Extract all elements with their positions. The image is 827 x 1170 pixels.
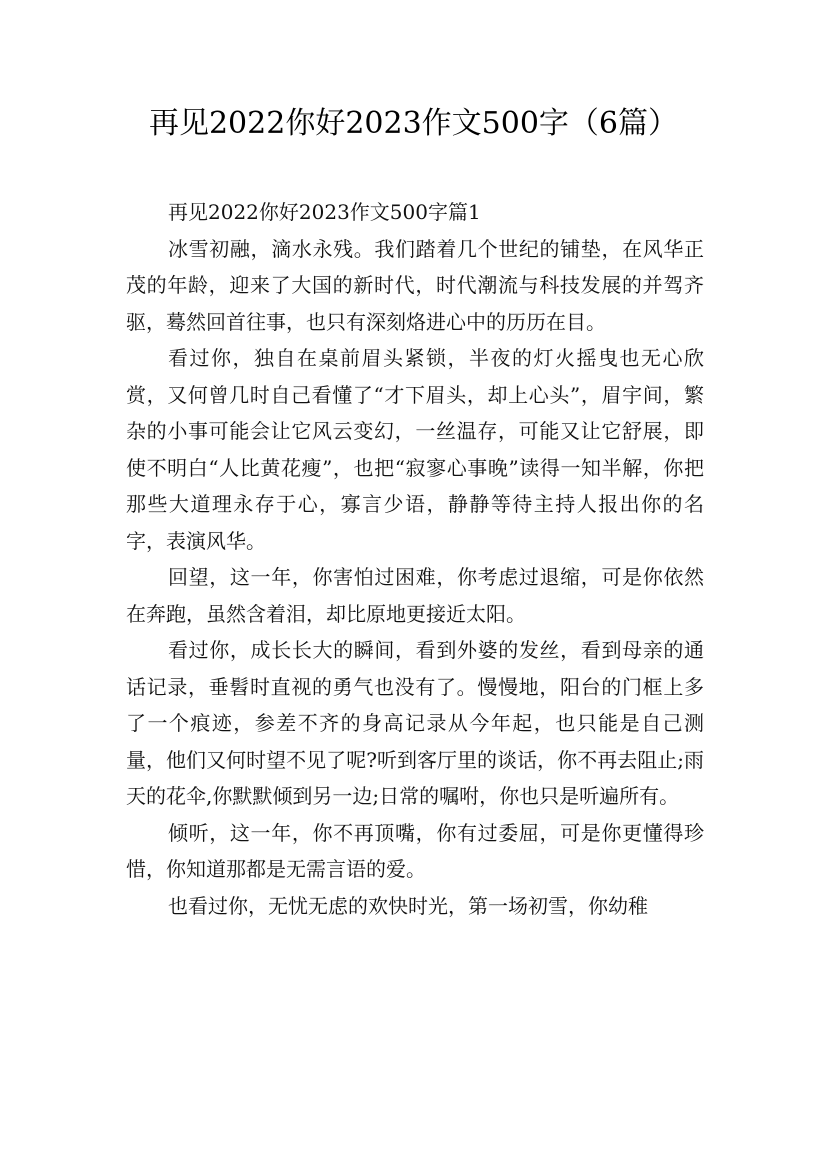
paragraph: 回望，这一年，你害怕过困难，你考虑过退缩，可是你依然在奔跑，虽然含着泪，却比原地更接近太阳。 bbox=[126, 565, 704, 626]
document-title: 再见2022你好2023作文500字（6篇） bbox=[148, 106, 679, 141]
paragraph: 倾听，这一年，你不再顶嘴，你有过委屈，可是你更懂得珍惜，你知道那都是无需言语的爱。 bbox=[126, 820, 704, 881]
paragraph: 冰雪初融，滴水永残。我们踏着几个世纪的铺垫，在风华正茂的年龄，迎来了大国的新时代，时代潮流与科技发展的并驾齐驱，蓦然回首往事，也只有深刻烙进心中的历历在目。 bbox=[126, 236, 704, 334]
paragraph: 看过你，独自在桌前眉头紧锁，半夜的灯火摇曳也无心欣赏，又何曾几时自己看懂了“才下眉头，却上心头”，眉宇间，繁杂的小事可能会让它风云变幻，一丝温存，可能又让它舒展，即使不明白“人比黄花瘦”，也把“寂寥心事晚”读得一知半解，你把那些大道理永存于心，寡言少语，静静等待主持人报出你的名字，表演风华。 bbox=[126, 346, 704, 553]
section-heading: 再见2022你好2023作文500字篇1 bbox=[168, 200, 481, 224]
paragraph: 看过你，成长长大的瞬间，看到外婆的发丝，看到母亲的通话记录，垂髫时直视的勇气也没有了。慢慢地，阳台的门框上多了一个痕迹，参差不齐的身高记录从今年起，也只能是自己测量，他们又何时望不见了呢?听到客厅里的谈话，你不再去阻止;雨天的花伞,你默默倾到另一边;日常的嘱咐，你也只是听遍所有。 bbox=[126, 638, 704, 808]
paragraph: 也看过你，无忧无虑的欢快时光，第一场初雪，你幼稚 bbox=[168, 893, 648, 918]
document-body bbox=[126, 194, 704, 924]
